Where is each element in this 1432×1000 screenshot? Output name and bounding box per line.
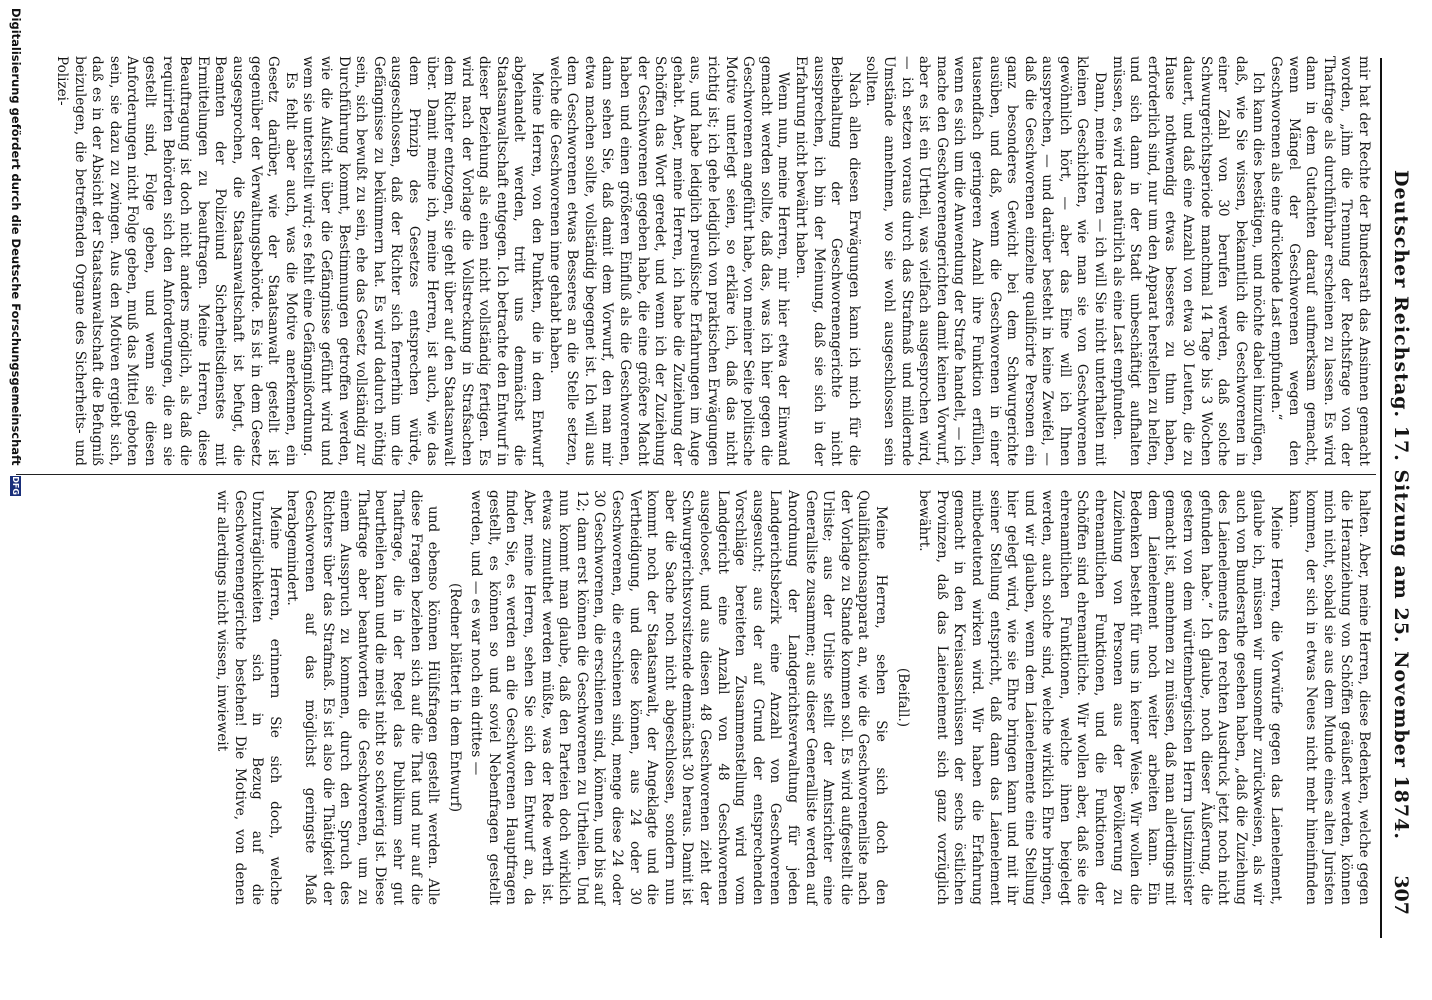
paragraph: Nach allen diesen Erwägungen kann ich mich für die Beibehaltung der Geschworenengerichte nicht aussprechen, ich bin der Meinung, daß sie sich in der Erfahrung nicht bewährt haben. <box>793 56 862 466</box>
paragraph: Meine Herren, sehen Sie sich doch den Qualifikationsapparat an, wie die Geschworenenliste nach der Vorlage zu Stande kommen soll. Es wird aufgestellt die Urliste; aus der Urliste stellt der Amtsrichter eine Generalliste zusammen; aus dieser Generalliste werden auf Anordnung der Landgerichtsverwaltung für jeden Landgerichtsbezirk eine Anzahl von Geschworenen ausgesucht; aus der auf Grund der entsprechenden Vorschläge bereiteten Zusammenstellung wird vom Landgericht eine Anzahl von 48 Geschworenen ausgelooset, und aus diesen 48 Geschworenen zieht der Schwurgerichtsvorsitzende demnächst 30 heraus. Damit ist aber die Sache noch nicht abgeschlossen, sondern nun kommt noch der Staatsanwalt, der Angeklagte und die Vertheidigung, und diese können, aus 24 oder 30 Geschworenen, die erschienen sind, menge diese 24 oder 30 Geschworenen, die erschienen sind, können, und bis auf 12; dann erst können die Geschworenen zu Urtheilen. Und nun kommt man glaube, daß den Parteien doch wirklich etwas zumuthet werden müßte, was der Rede werth ist. Aber, meine Herren, sehen Sie sich den Entwurf an, da finden Sie, es werden an die Geschworenen Hauptfragen gestellt, es können so und soviel Nebenfragen gestellt werden, und — es war noch ein drittes — <box>468 490 889 905</box>
page-header <box>1386 95 1416 915</box>
paragraph: Meine Herren, erinnern Sie sich doch, welche Unzuträglichkeiten sich in Bezug auf die Geschworenengerichte bestehen! Die Motive, von denen wir allerdings nicht wissen, inwieweit <box>214 490 283 905</box>
credit-text: Digitalisierung gefördert durch die Deutsche Forschungsgemeinschaft <box>9 8 23 466</box>
paragraph: Meine Herren, die Vorwürfe gegen das Laienelement, glaube ich, müssen wir umsomehr zurückweisen, als wir auch von Bundesrathe gesehen haben, „daß die Zuziehung des Laienelements den rechten Ausdruck jetzt noch nicht gefunden habe.“ Ich glaube, noch dieser Äußerung, die gestern von dem württembergischen Herrn Justizminister gemacht ist, annehmen zu müssen, daß man allerdings mit dem Laienelement noch weiter arbeiten kann. Ein Bedenken besteht für uns in keiner Weise. Wir wollen die Zuziehung von Personen aus der Bevölkerung zu ehrenamtlichen Funktionen, und die Funktionen der Schöffen sind ehrenamtliche. Wir wollen aber, daß sie die ehrenamtlichen Funktionen, welche ihnen beigelegt werden, auch solche sind, welche wirklich Ehre bringen, und wir glauben, wenn dem Laienelemente eine Stellung hier gelegt wird, wie sie Ehre bringen kann und mit ihr seiner Stellung entspricht, daß dann das Laienelement mitbedeutend wirken wird. Wir haben die Erfahrung gemacht in den Kreisausschüssen der sechs östlichen Provinzen, daß das Laienelement sich ganz vorzüglich bewährt. <box>916 490 1285 905</box>
digitization-credit <box>3 8 23 988</box>
header-rule <box>1380 58 1382 938</box>
stage-direction: (Redner blättert in dem Entwurf) <box>446 582 463 813</box>
column-divider <box>16 474 1376 475</box>
text-column-left <box>52 56 1372 466</box>
text-column-right <box>212 490 1372 905</box>
paragraph: Dann, meine Herren — ich will Sie nicht unterhalten mit kleinen Geschichten, wie man sie von Geschworenen gewöhnlich hört, — aber das Eine will ich Ihnen aussprechen, — und darüber besteht in keine Zweifel, — daß die Geschworenen einzelne qualificirte Personen ein ganz besonderes Gewicht bei dem Schwurgerichte ausüben, und daß, wenn die Geschworenen in einer tausendfach geringeren Anzahl ihre Funktion erfüllen, wenn es sich um die Anwendung der Strafe handelt, — ich mache den Geschworenengerichten damit keinen Vorwurf, aber es ist ein Urtheil, was vielfach ausgesprochen wird, — ich setzen voraus durch das Strafmaß und mildernde Umstände annehmen, wo sie wohl ausgeschlossen sein sollten. <box>863 56 1109 466</box>
page-number: 307 <box>1390 875 1412 915</box>
paragraph: mir hat der Rechte der Bundesrath das Ansinnen gemacht worden, „ihm die Trennung der Rechtsfrage von der Thatfrage als durchführbar erscheinen zu lassen. Es wird dann in dem Gutachten darauf aufmerksam gemacht, wenn Mängel der Geschworenen wegen den Geschworenen als eine drückende Last empfunden.“ <box>1268 56 1372 466</box>
stage-direction: (Beifall.) <box>894 667 911 728</box>
running-title: Deutscher Reichstag. 17. Sitzung am 25. November 1874. <box>1390 170 1412 840</box>
paragraph: Es fehlt aber auch, was die Motive anerkennen, ein Gesetz darüber, wie der Staatsanwalt gestellt ist gegenüber der Verwaltungsbehörde. Es ist in dem Gesetz ausgesprochen, die Staatsanwaltschaft ist befugt, die Beamten der Polizeiund Sicherheitsdienstes mit Ermittelungen zu beauftragen. Meine Herren, diese Beauftragung ist doch nicht anders möglich, als daß die requirirten Behörden sich den Anforderungen, die an sie gestellt sind, Folge geben, und wenn sie diesen Anforderungen nicht Folge geben, muß das Mittel geboten sein, sie dazu zu zwingen. Aus den Motiven ergiebt sich, daß es in der Absicht der Staatsanwaltschaft die Befugniß beizulegen, die betreffenden Organe des Sicherheits- und Polizei- <box>54 56 299 466</box>
paragraph: Ich kann dies bestätigen, und möchte dabei hinzufügen, daß, wie Sie wissen, bekanntlich die Geschworenen in einer Zahl von 30 berufen werden, daß solche Schwurgerichtsperiode manchmal 14 Tage bis 3 Wochen dauert, und daß eine Anzahl von etwa 30 Leuten, die zu Hause nothwendig etwas besseres zu thun haben, erforderlich sind, nur um den Apparat herstellen zu helfen, und sich dann in der Stadt unbeschäftigt aufhalten müssen, es wird das natürlich als eine Last empfunden. <box>1109 56 1267 466</box>
paragraph: halten. Aber, meine Herren, diese Bedenken, welche gegen die Heranziehung von Schöffen geäußert werden, können mich nicht, sobald sie aus dem Munde eines alten Juristen kommen, der sich in etwas Neues nicht mehr hineinfinden kann. <box>1285 490 1372 905</box>
paragraph: Wenn nun, meine Herren, mir hier etwa der Einwand gemacht werden sollte, daß das, was ich hier gegen die Geschworenen angeführt habe, von meiner Seite politische Motive unterlegt seien, so erkläre ich, daß das nicht richtig ist; ich gehe lediglich von praktischen Erwägungen aus, und habe lediglich preußische Erfahrungen im Auge gehabt. Aber, meine Herren, ich habe die Zuziehung der Schöffen das Wort geredet, und wenn ich der Zuziehung der Geschworenen gegeben habe, die eine größere Macht haben und einen größeren Einfluß als die Geschworenen, dann sehen Sie, daß damit dem Vorwurf, den man mir etwa machen sollte, vollständig begegnet ist. Ich will aus dem Geschworenen etwas Besseres an die Stelle setzen, welche die Geschworenen inne gehabt haben. <box>546 56 792 466</box>
paragraph: und ebenso können Hülfsfragen gestellt werden. Alle diese Fragen beziehen sich auf die That und nur auf die Thatfrage, die in der Regel das Publikum sehr gut beurtheilen kann und die meist nicht so schwierig ist. Diese Thatfrage aber beantworten die Geschworenen, um zu einem Ausspruch zu kommen, durch den Spruch des Richters über das Strafmaß. Es ist also die Thätigkeit der Geschworenen auf das möglichst geringste Maß herabgemindert. <box>284 490 442 905</box>
dfg-logo-icon: DFG <box>11 476 20 495</box>
paragraph: Meine Herren, von den Punkten, die in dem Entwurf abgehandelt werden, tritt uns demnächst die Staatsanwaltschaft entgegen. Ich betrachte den Entwurf in dieser Beziehung als einen nicht vollständig fertigen. Es wird nach der Vorlage die Vollstreckung in Strafsachen dem Richter entzogen, sie geht über auf den Staatsanwalt über. Damit meine ich, meine Herren, ist auch, wie das dem Prinzip des Gesetzes entsprechen würde, ausgeschlossen, daß der Richter sich fernerhin um die Gefängnisse zu bekümmern hat. Es wird dadurch nöthig sein, sich bewußt zu sein, ehe das Gesetz vollständig zur Durchführung kommt, Bestimmungen getroffen werden, wie die Aufsicht über die Gefängnisse geführt wird und wem sie unterstellt wird; es fehlt eine Gefängnißordnung. <box>300 56 546 466</box>
